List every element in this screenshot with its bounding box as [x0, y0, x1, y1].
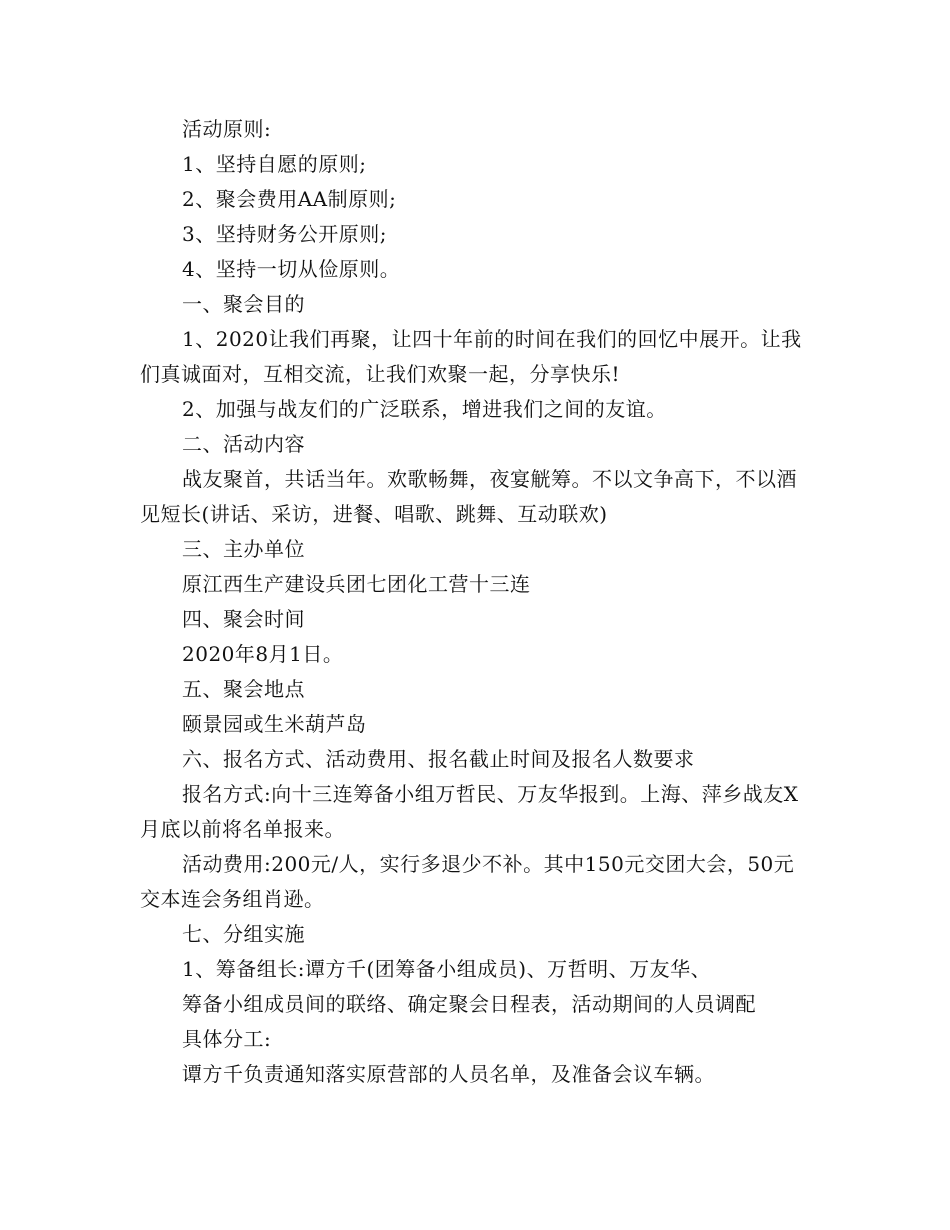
grouping-paragraph: 筹备小组成员间的联络、确定聚会日程表，活动期间的人员调配: [182, 992, 756, 1016]
time-paragraph: 2020年8月1日。: [182, 642, 344, 666]
organizer-paragraph: 原江西生产建设兵团七团化工营十三连: [182, 572, 531, 596]
division-heading: 具体分工:: [182, 1027, 272, 1051]
section-heading-purpose: 一、聚会目的: [182, 292, 305, 316]
fee-paragraph: 活动费用:200元/人，实行多退少不补。其中150元交团大会，50元交本连会务组肖逊。: [140, 852, 795, 911]
section-heading-registration: 六、报名方式、活动费用、报名截止时间及报名人数要求: [182, 747, 695, 771]
section-heading-organizer: 三、主办单位: [182, 537, 305, 561]
division-paragraph: 谭方千负责通知落实原营部的人员名单，及准备会议车辆。: [182, 1062, 715, 1086]
principles-heading: 活动原则:: [182, 117, 272, 141]
content-paragraph: 战友聚首，共话当年。欢歌畅舞，夜宴觥筹。不以文争高下，不以酒见短长(讲话、采访，进餐、唱歌、跳舞、互动联欢): [140, 467, 797, 526]
registration-paragraph: 报名方式:向十三连筹备小组万哲民、万友华报到。上海、萍乡战友X月底以前将名单报来。: [140, 782, 799, 841]
principle-item: 3、坚持财务公开原则;: [182, 222, 387, 246]
grouping-paragraph: 1、筹备组长:谭方千(团筹备小组成员)、万哲明、万友华、: [182, 957, 712, 981]
principle-item: 1、坚持自愿的原则;: [182, 152, 367, 176]
purpose-paragraph: 2、加强与战友们的广泛联系，增进我们之间的友谊。: [182, 397, 667, 421]
section-heading-location: 五、聚会地点: [182, 677, 305, 701]
section-heading-time: 四、聚会时间: [182, 607, 305, 631]
purpose-paragraph: 1、2020让我们再聚，让四十年前的时间在我们的回忆中展开。让我们真诚面对，互相交流，让我们欢聚一起，分享快乐!: [140, 327, 802, 386]
principle-item: 2、聚会费用AA制原则;: [182, 187, 397, 211]
section-heading-content: 二、活动内容: [182, 432, 305, 456]
principle-item: 4、坚持一切从俭原则。: [182, 257, 401, 281]
section-heading-grouping: 七、分组实施: [182, 922, 305, 946]
location-paragraph: 颐景园或生米葫芦岛: [182, 712, 367, 736]
document-body: [140, 112, 812, 1092]
